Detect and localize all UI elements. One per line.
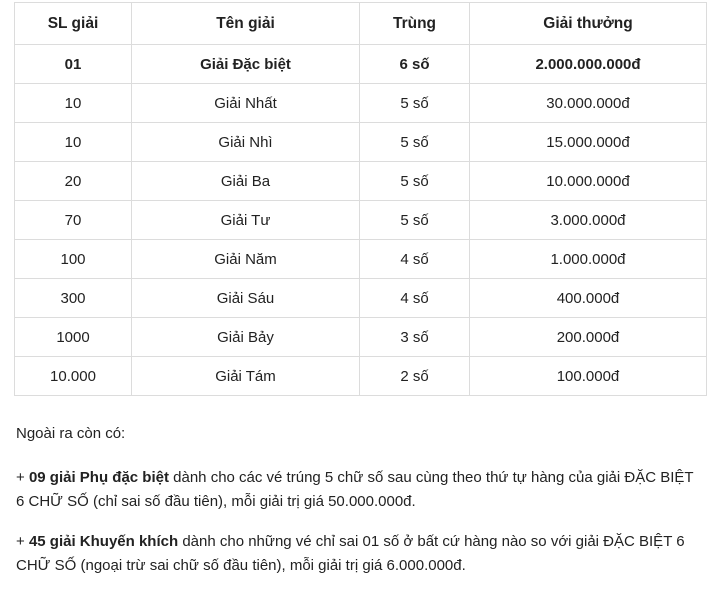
note-bold-label: 09 giải Phụ đặc biệt <box>28 469 169 486</box>
cell-name: Giải Sáu <box>132 279 360 318</box>
cell-count: 01 <box>15 45 132 84</box>
cell-match: 5 số <box>360 201 470 240</box>
cell-match: 4 số <box>360 279 470 318</box>
cell-prize: 30.000.000đ <box>470 84 707 123</box>
cell-name: Giải Tám <box>132 357 360 396</box>
cell-count: 10 <box>15 84 132 123</box>
note-bold-label: 45 giải Khuyến khích <box>28 533 179 550</box>
cell-match: 4 số <box>360 240 470 279</box>
column-header-prize: Giải thưởng <box>470 3 707 45</box>
note-item-consolation <box>16 530 704 578</box>
note-text: dành cho các vé trúng 5 chữ số sau cùng theo thứ tự hàng của giải ĐẶC BIỆT 6 CHỮ SỐ (chỉ sai số đầu tiên), mỗi giải trị giá 50.000.000đ. <box>16 469 694 510</box>
table-row <box>15 201 707 240</box>
cell-name: Giải Đặc biệt <box>132 45 360 84</box>
cell-count: 100 <box>15 240 132 279</box>
cell-name: Giải Bảy <box>132 318 360 357</box>
cell-count: 300 <box>15 279 132 318</box>
cell-prize: 100.000đ <box>470 357 707 396</box>
cell-match: 5 số <box>360 162 470 201</box>
table-row <box>15 84 707 123</box>
cell-prize: 15.000.000đ <box>470 123 707 162</box>
cell-name: Giải Tư <box>132 201 360 240</box>
cell-match: 6 số <box>360 45 470 84</box>
column-header-match: Trùng <box>360 3 470 45</box>
cell-prize: 1.000.000đ <box>470 240 707 279</box>
note-prefix: + <box>16 469 29 486</box>
lottery-prize-structure-page <box>0 2 720 606</box>
note-prefix: + <box>16 533 29 550</box>
cell-prize: 10.000.000đ <box>470 162 707 201</box>
cell-match: 5 số <box>360 123 470 162</box>
prize-table <box>14 2 707 396</box>
cell-prize: 3.000.000đ <box>470 201 707 240</box>
cell-count: 10 <box>15 123 132 162</box>
notes-intro: Ngoài ra còn có: <box>16 425 126 442</box>
column-header-name: Tên giải <box>132 3 360 45</box>
table-row <box>15 357 707 396</box>
cell-count: 20 <box>15 162 132 201</box>
cell-count: 70 <box>15 201 132 240</box>
cell-name: Giải Nhất <box>132 84 360 123</box>
cell-prize: 200.000đ <box>470 318 707 357</box>
cell-match: 3 số <box>360 318 470 357</box>
cell-prize: 2.000.000.000đ <box>470 45 707 84</box>
cell-name: Giải Ba <box>132 162 360 201</box>
prize-table-body <box>15 45 707 396</box>
cell-match: 5 số <box>360 84 470 123</box>
note-text: dành cho những vé chỉ sai 01 số ở bất cứ hàng nào so với giải ĐẶC BIỆT 6 CHỮ SỐ (ngoại trừ sai chữ số đầu tiên), mỗi giải trị giá 6.000.000đ. <box>16 533 685 574</box>
table-header-row <box>15 3 707 45</box>
cell-name: Giải Nhì <box>132 123 360 162</box>
table-row <box>15 45 707 84</box>
note-item-bonus-special <box>16 466 704 514</box>
cell-count: 10.000 <box>15 357 132 396</box>
cell-prize: 400.000đ <box>470 279 707 318</box>
table-row <box>15 162 707 201</box>
cell-match: 2 số <box>360 357 470 396</box>
additional-notes <box>14 422 706 578</box>
cell-name: Giải Năm <box>132 240 360 279</box>
prize-table-header <box>15 3 707 45</box>
table-row <box>15 123 707 162</box>
table-row <box>15 318 707 357</box>
column-header-count: SL giải <box>15 3 132 45</box>
cell-count: 1000 <box>15 318 132 357</box>
table-row <box>15 279 707 318</box>
table-row <box>15 240 707 279</box>
